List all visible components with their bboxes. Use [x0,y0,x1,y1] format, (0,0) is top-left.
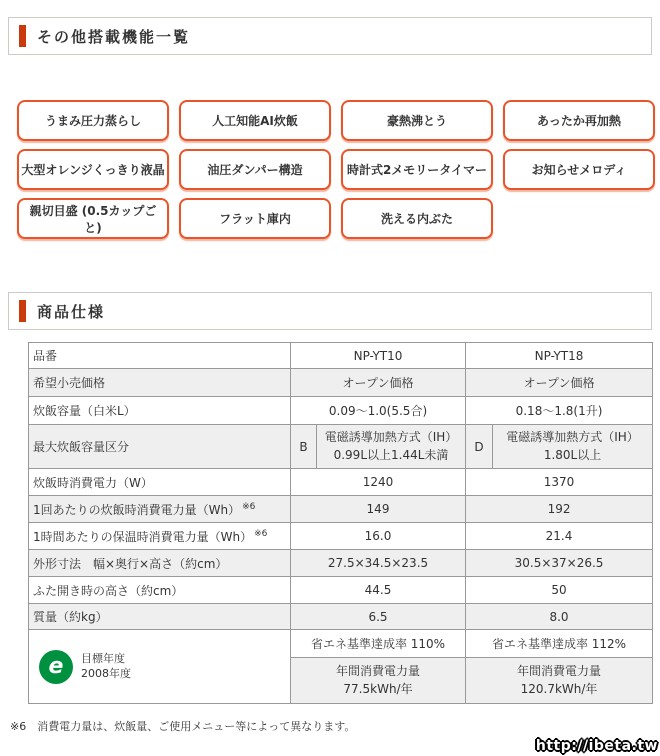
energy-saving-mark-icon: e [39,650,73,684]
table-row-lid-height [29,577,653,604]
spec-heating-method-2 [493,425,653,469]
heating-line1: 電磁誘導加熱方式（IH） [506,430,639,445]
energy-target-year [81,652,131,682]
accent-bar-icon [19,300,26,322]
spec-value-weight1: 6.5 [291,604,466,630]
feature-button-washable-lid[interactable]: 洗える内ぶた [341,198,493,239]
table-row-price [29,369,653,397]
spec-value-annual2 [466,658,653,704]
table-row-capacity [29,397,653,425]
specs-section-title: 商品仕様 [37,302,106,321]
features-row-3 [17,198,660,239]
spec-label: ふた開き時の高さ（約cm） [29,577,291,604]
features-section-header [8,17,652,55]
table-row-per-cook [29,496,653,523]
spec-value-capacity2: 0.18～1.8(1升) [466,397,653,425]
footnote: ※6 消費電力量は、炊飯量、ご使用メニュー等によって異なります。 [10,720,356,733]
spec-label: 質量（約kg） [29,604,291,630]
spec-value-percook1: 149 [291,496,466,523]
spec-value-power1: 1240 [291,469,466,496]
table-row-dimensions [29,550,653,577]
spec-label [29,523,291,550]
spec-value-model2: NP-YT18 [466,343,653,369]
target-year-line1: 目標年度 [81,651,125,665]
spec-label-text: 1回あたりの炊飯時消費電力量（Wh） [33,502,241,517]
spec-label: 最大炊飯容量区分 [29,425,291,469]
spec-table [28,342,653,704]
spec-heating-method-1 [317,425,466,469]
table-row-energy-rate [29,630,653,658]
table-row-max-capacity [29,425,653,469]
feature-button-timer[interactable]: 時計式2メモリータイマー [341,149,493,190]
feature-button-flat[interactable]: フラット庫内 [179,198,331,239]
feature-button-melody[interactable]: お知らせメロディ [503,149,655,190]
watermark: http://ibeta.tw [535,738,658,754]
spec-label-text: 1時間あたりの保温時消費電力量（Wh） [33,529,253,544]
table-row-cook-power [29,469,653,496]
heating-line2: 0.99L以上1.44L未満 [333,447,449,462]
spec-label [29,496,291,523]
spec-label: 炊飯容量（白米L） [29,397,291,425]
feature-button-damper[interactable]: 油圧ダンパー構造 [179,149,331,190]
feature-button-lcd[interactable]: 大型オレンジくっきり液晶 [17,149,169,190]
spec-value-keepwarm2: 21.4 [466,523,653,550]
spec-value-dim2: 30.5×37×26.5 [466,550,653,577]
spec-value-power2: 1370 [466,469,653,496]
features-grid [17,100,660,239]
spec-value-rate2: 省エネ基準達成率 112% [466,630,653,658]
spec-label: 外形寸法 幅×奥行×高さ（約cm） [29,550,291,577]
spec-label: 炊飯時消費電力（W） [29,469,291,496]
spec-class-letter-2: D [466,425,493,469]
spec-value-dim1: 27.5×34.5×23.5 [291,550,466,577]
feature-button-ai-cook[interactable]: 人工知能AI炊飯 [179,100,331,141]
spec-value-keepwarm1: 16.0 [291,523,466,550]
table-row-keep-warm [29,523,653,550]
spec-class-letter-1: B [291,425,317,469]
annual-value: 77.5kWh/年 [343,681,413,696]
spec-value-price1: オープン価格 [291,369,466,397]
footnote-ref: ※6 [242,501,256,512]
feature-button-reheat[interactable]: あったか再加熱 [503,100,655,141]
annual-label: 年間消費電力量 [336,664,421,679]
heating-line1: 電磁誘導加熱方式（IH） [324,430,458,445]
spec-value-lid1: 44.5 [291,577,466,604]
spec-value-percook2: 192 [466,496,653,523]
feature-button-umami[interactable]: うまみ圧力蒸らし [17,100,169,141]
annual-value: 120.7kWh/年 [520,681,598,696]
eco-mark-cell [29,630,291,704]
spec-label: 希望小売価格 [29,369,291,397]
features-row-2 [17,149,660,190]
spec-value-lid2: 50 [466,577,653,604]
spec-label: 品番 [29,343,291,369]
spec-value-weight2: 8.0 [466,604,653,630]
spec-value-price2: オープン価格 [466,369,653,397]
table-row-model [29,343,653,369]
table-row-weight [29,604,653,630]
accent-bar-icon [19,25,26,47]
feature-button-gonetsu[interactable]: 豪熱沸とう [341,100,493,141]
annual-label: 年間消費電力量 [517,664,602,679]
specs-section-header [8,292,652,330]
features-section-title: その他搭載機能一覧 [37,27,191,46]
spec-value-capacity1: 0.09～1.0(5.5合) [291,397,466,425]
heating-line2: 1.80L以上 [543,447,602,462]
spec-value-model1: NP-YT10 [291,343,466,369]
features-row-1 [17,100,660,141]
target-year-line2: 2008年度 [81,666,131,680]
spec-value-rate1: 省エネ基準達成率 110% [291,630,466,658]
spec-value-annual1 [291,658,466,704]
footnote-ref: ※6 [254,528,268,539]
feature-button-scale[interactable]: 親切目盛 (0.5カップごと) [17,198,169,239]
